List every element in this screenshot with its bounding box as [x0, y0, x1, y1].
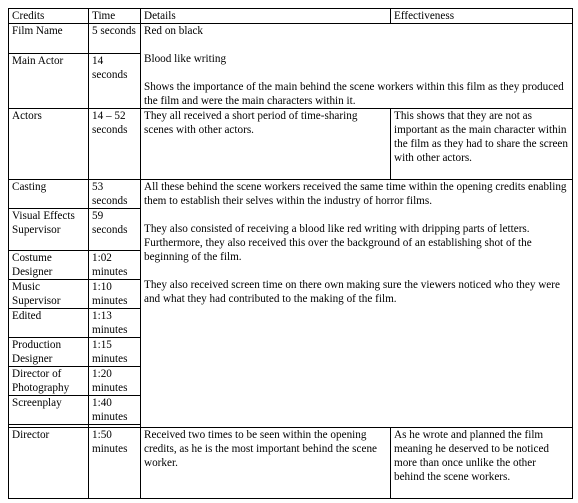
details-cell: They all received a short period of time-sharing scenes with other actors.	[141, 109, 391, 180]
credit-cell: Music Supervisor	[9, 280, 89, 309]
time-cell: 1:50 minutes	[89, 428, 141, 499]
header-details: Details	[141, 9, 391, 24]
header-credits: Credits	[9, 9, 89, 24]
details-text: They also consisted of receiving a blood like red writing with dripping parts of letters. Furthermore, they also received this over the background of an establishing shot of the beginning of the film.	[144, 223, 532, 263]
details-cell: Received two times to be seen within the opening credits, as he is the most important behind the scene worker.	[141, 428, 391, 499]
details-text: Blood like writing	[144, 53, 227, 65]
table-row-film-name	[9, 24, 573, 54]
time-cell: 1:10 minutes	[89, 280, 141, 309]
time-cell: 14 seconds	[89, 54, 141, 109]
time-cell: 53 seconds	[89, 180, 141, 209]
time-cell: 1:20 minutes	[89, 367, 141, 396]
credit-cell: Casting	[9, 180, 89, 209]
credit-cell: Main Actor	[9, 54, 89, 109]
credit-cell: Screenplay	[9, 396, 89, 425]
effectiveness-cell: As he wrote and planned the film meaning he deserved to be noticed more than once unlike the other behind the scene workers.	[391, 428, 573, 499]
credit-cell: Actors	[9, 109, 89, 180]
details-text: Shows the importance of the main behind the scene workers within this film as they produced the film and were the main characters within it.	[144, 81, 564, 107]
time-cell: 1:15 minutes	[89, 338, 141, 367]
details-cell-group	[141, 180, 573, 428]
credit-cell: Costume Designer	[9, 251, 89, 280]
credits-table	[8, 8, 573, 499]
table-row-director	[9, 428, 573, 499]
header-effectiveness: Effectiveness	[391, 9, 573, 24]
details-text: Red on black	[144, 25, 204, 37]
details-text: All these behind the scene workers received the same time within the opening credits enabling them to establish their selves within the industry of horror films.	[144, 181, 567, 207]
details-text: They also received screen time on there own making sure the viewers noticed who they were and what they had contributed to the making of the film.	[144, 279, 560, 305]
credit-cell: Director	[9, 428, 89, 499]
time-cell: 1:13 minutes	[89, 309, 141, 338]
credit-cell: Film Name	[9, 24, 89, 54]
credit-cell: Director of Photography	[9, 367, 89, 396]
table-row-actors	[9, 109, 573, 180]
credit-cell: Production Designer	[9, 338, 89, 367]
effectiveness-cell: This shows that they are not as important as the main character within the film as they had to share the screen with other actors.	[391, 109, 573, 180]
time-cell: 59 seconds	[89, 209, 141, 251]
time-cell: 5 seconds	[89, 24, 141, 54]
time-cell: 1:40 minutes	[89, 396, 141, 425]
header-row	[9, 9, 573, 24]
table-row-casting	[9, 180, 573, 209]
credit-cell: Visual Effects Supervisor	[9, 209, 89, 251]
time-cell: 1:02 minutes	[89, 251, 141, 280]
header-time: Time	[89, 9, 141, 24]
time-cell: 14 – 52 seconds	[89, 109, 141, 180]
credit-cell: Edited	[9, 309, 89, 338]
details-cell-film-main	[141, 24, 573, 109]
